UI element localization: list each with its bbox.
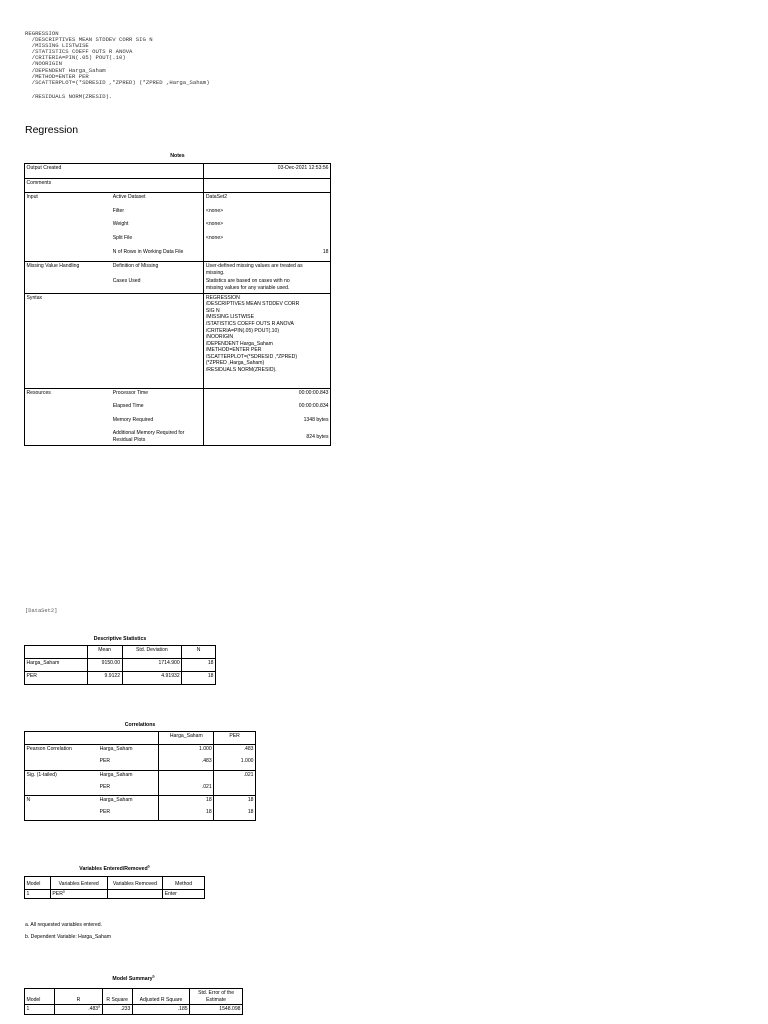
descriptives-title: Descriptive Statistics <box>93 636 147 642</box>
variables-title-text: Variables Entered/Removed <box>79 866 148 872</box>
table-cell <box>214 783 256 796</box>
table-cell: .233 <box>102 1005 132 1015</box>
footnote-marker: a <box>62 888 65 893</box>
group-label: Pearson Correlation <box>25 745 99 758</box>
notes-row <box>25 429 331 445</box>
syntax-line: /DESCRIPTIVES MEAN STDDEV CORR SIG N <box>25 36 153 44</box>
notes-group-label: Resources <box>25 388 112 402</box>
notes-sub-label: Additional Memory Required for Residual Plots <box>112 430 185 444</box>
model-summary-table <box>24 988 243 1015</box>
table-row <box>25 672 216 685</box>
table-cell: 18 <box>182 672 216 685</box>
table-cell: 1 <box>25 1005 55 1015</box>
table-header-row <box>25 646 216 659</box>
column-header: R <box>55 989 102 1005</box>
notes-value: 00:00:00.834 <box>204 402 331 416</box>
notes-sub-label: Cases Used <box>112 278 141 285</box>
cell-text: PER <box>52 890 63 897</box>
notes-syntax-line: /RESIDUALS NORM(ZRESID). <box>205 367 277 374</box>
syntax-line: /MISSING LISTWISE <box>25 42 89 50</box>
column-header: Model <box>25 877 51 890</box>
table-cell: 18 <box>214 808 256 821</box>
column-header: Variables Entered <box>50 877 107 890</box>
notes-value-line: User-defined missing values are treated as <box>205 263 303 270</box>
table-cell: Enter <box>163 889 205 899</box>
column-header: R Square <box>102 989 132 1005</box>
notes-group-label: Output Created <box>25 164 112 179</box>
table-cell: 1.000 <box>159 745 214 758</box>
footnote: b. Dependent Variable: Harga_Saham <box>25 934 111 940</box>
table-cell: 1548.098 <box>190 1005 243 1015</box>
table-cell <box>107 889 163 899</box>
descriptives-table <box>24 645 216 685</box>
notes-sub-label: Filter <box>112 207 125 214</box>
notes-value: DataSet2 <box>204 193 331 207</box>
table-row <box>25 659 216 672</box>
table-row <box>25 889 205 899</box>
table-cell <box>159 770 214 783</box>
table-cell: 9150.00 <box>87 659 122 672</box>
notes-value-line: missing values for any variable used. <box>205 284 290 291</box>
variables-table <box>24 876 205 899</box>
notes-value: 1348 bytes <box>204 416 331 430</box>
notes-syntax-value <box>204 293 331 388</box>
variables-title <box>24 866 205 872</box>
column-header: Method <box>163 877 205 890</box>
notes-sub-label: Active Dataset <box>111 193 204 207</box>
footnote-marker: a <box>98 1004 101 1009</box>
notes-group-label: Syntax <box>25 293 112 388</box>
row-label: PER <box>99 758 111 765</box>
column-header: Harga_Saham <box>159 732 214 745</box>
notes-syntax-line: /MISSING LISTWISE <box>205 314 254 321</box>
notes-syntax-line: /STATISTICS COEFF OUTS R ANOVA <box>205 320 294 327</box>
notes-sub-label: Elapsed Time <box>112 403 144 410</box>
notes-value <box>204 277 331 293</box>
notes-row <box>25 193 331 207</box>
column-header: Mean <box>87 646 122 659</box>
notes-row <box>25 416 331 430</box>
section-heading: Regression <box>25 124 79 136</box>
notes-sub-label: Weight <box>112 221 129 228</box>
syntax-line: /DEPENDENT Harga_Saham <box>25 66 106 74</box>
notes-value: 18 <box>204 248 331 262</box>
column-header: Std. Deviation <box>122 646 182 659</box>
footnote-marker: b <box>147 864 150 869</box>
table-row <box>25 770 256 783</box>
notes-value: <none> <box>204 207 331 221</box>
syntax-block <box>25 31 210 100</box>
table-cell: 18 <box>214 795 256 808</box>
notes-syntax-line: /SCATTERPLOT=(*SDRESID ,*ZPRED) <box>205 353 298 360</box>
row-label: PER <box>99 783 111 790</box>
table-cell: .021 <box>159 783 214 796</box>
group-label: N <box>25 795 99 808</box>
row-label: Harga_Saham <box>98 745 159 758</box>
notes-syntax-line: (*ZPRED ,Harga_Saham) <box>205 360 265 367</box>
table-row <box>25 783 256 796</box>
notes-value: 03-Dec-2021 12:53:56 <box>204 164 331 179</box>
notes-value: <none> <box>204 220 331 234</box>
column-header: Variables Removed <box>107 877 163 890</box>
syntax-line: REGRESSION <box>25 30 59 37</box>
row-label: Harga_Saham <box>98 795 159 808</box>
model-summary-title <box>24 976 243 982</box>
table-cell: 4.91932 <box>122 672 182 685</box>
notes-row <box>25 164 331 179</box>
syntax-line: /NOORIGIN <box>25 60 62 68</box>
notes-syntax-line: REGRESSION <box>205 294 240 301</box>
notes-syntax-line: /NOORIGIN <box>205 334 234 341</box>
syntax-line: /CRITERIA=PIN(.05) POUT(.10) <box>25 54 126 62</box>
notes-group-label: Input <box>25 193 112 207</box>
correlations-title: Correlations <box>124 722 156 728</box>
table-row <box>25 795 256 808</box>
notes-value: <none> <box>204 234 331 248</box>
table-cell: 1.000 <box>214 757 256 770</box>
model-summary-title-text: Model Summary <box>112 976 153 982</box>
table-cell: .483 <box>159 757 214 770</box>
table-row <box>25 757 256 770</box>
notes-table <box>24 163 331 446</box>
table-cell: 1 <box>25 889 51 899</box>
notes-row <box>25 207 331 221</box>
row-label: PER <box>99 809 111 816</box>
notes-value-line: missing. <box>205 269 225 276</box>
syntax-line: /STATISTICS COEFF OUTS R ANOVA <box>25 48 133 56</box>
table-cell: 1714.900 <box>122 659 182 672</box>
notes-row <box>25 388 331 402</box>
group-label: Sig. (1-tailed) <box>25 770 99 783</box>
notes-value <box>204 262 331 278</box>
notes-row <box>25 234 331 248</box>
notes-group-label: Comments <box>25 178 112 193</box>
column-header: Std. Error of the Estimate <box>190 989 243 1005</box>
syntax-line: /METHOD=ENTER PER <box>25 72 89 80</box>
table-header-row <box>25 732 256 745</box>
table-row <box>25 1005 243 1015</box>
cell-text: .483 <box>88 1006 99 1013</box>
table-header-row <box>25 989 243 1005</box>
notes-row <box>25 178 331 193</box>
notes-syntax-line: /METHOD=ENTER PER <box>205 347 262 354</box>
column-header: N <box>182 646 216 659</box>
table-cell: .185 <box>132 1005 189 1015</box>
notes-sub-label: N of Rows in Working Data File <box>112 248 184 255</box>
correlations-table <box>24 731 256 821</box>
table-cell: .483 <box>214 745 256 758</box>
notes-row <box>25 293 331 388</box>
table-row <box>25 745 256 758</box>
notes-row <box>25 402 331 416</box>
table-header-row <box>25 877 205 890</box>
footnote: a. All requested variables entered. <box>25 922 103 928</box>
notes-syntax-line: SIG N <box>205 307 220 314</box>
footnote-marker: b <box>152 974 155 979</box>
notes-row <box>25 262 331 278</box>
notes-sub-label: Split File <box>112 234 133 241</box>
notes-syntax-line: /DEPENDENT Harga_Saham <box>205 340 273 347</box>
table-cell: 18 <box>182 659 216 672</box>
syntax-last-line: /RESIDUALS NORM(ZRESID). <box>25 92 113 100</box>
notes-syntax-line: /DESCRIPTIVES MEAN STDDEV CORR <box>205 301 300 308</box>
notes-value-line: Statistics are based on cases with no <box>205 278 290 285</box>
notes-title: Notes <box>170 153 185 159</box>
notes-row <box>25 248 331 262</box>
notes-syntax-line: /CRITERIA=PIN(.05) POUT(.10) <box>205 327 280 334</box>
notes-row <box>25 277 331 293</box>
dataset-tag: [DataSet2] <box>25 608 58 614</box>
column-header: Model <box>25 989 55 1005</box>
notes-row <box>25 220 331 234</box>
row-label: Harga_Saham <box>25 659 88 672</box>
table-cell: 18 <box>159 808 214 821</box>
table-cell <box>50 889 107 899</box>
table-cell: .021 <box>214 770 256 783</box>
notes-value: 824 bytes <box>204 429 331 445</box>
syntax-line: /SCATTERPLOT=(*SDRESID ,*ZPRED) (*ZPRED ,Harga_Saham) <box>25 78 210 86</box>
table-row <box>25 808 256 821</box>
notes-value: 00:00:00.843 <box>204 388 331 402</box>
table-cell: 18 <box>159 795 214 808</box>
notes-group-label: Missing Value Handling <box>25 262 112 278</box>
column-header: PER <box>214 732 256 745</box>
notes-sub-label: Memory Required <box>112 416 154 423</box>
row-label: PER <box>25 672 88 685</box>
table-cell: 9.9122 <box>87 672 122 685</box>
row-label: Harga_Saham <box>98 770 159 783</box>
column-header: Adjusted R Square <box>132 989 189 1005</box>
notes-sub-label: Definition of Missing <box>111 262 204 278</box>
notes-sub-label: Processor Time <box>111 388 204 402</box>
table-cell <box>55 1005 102 1015</box>
